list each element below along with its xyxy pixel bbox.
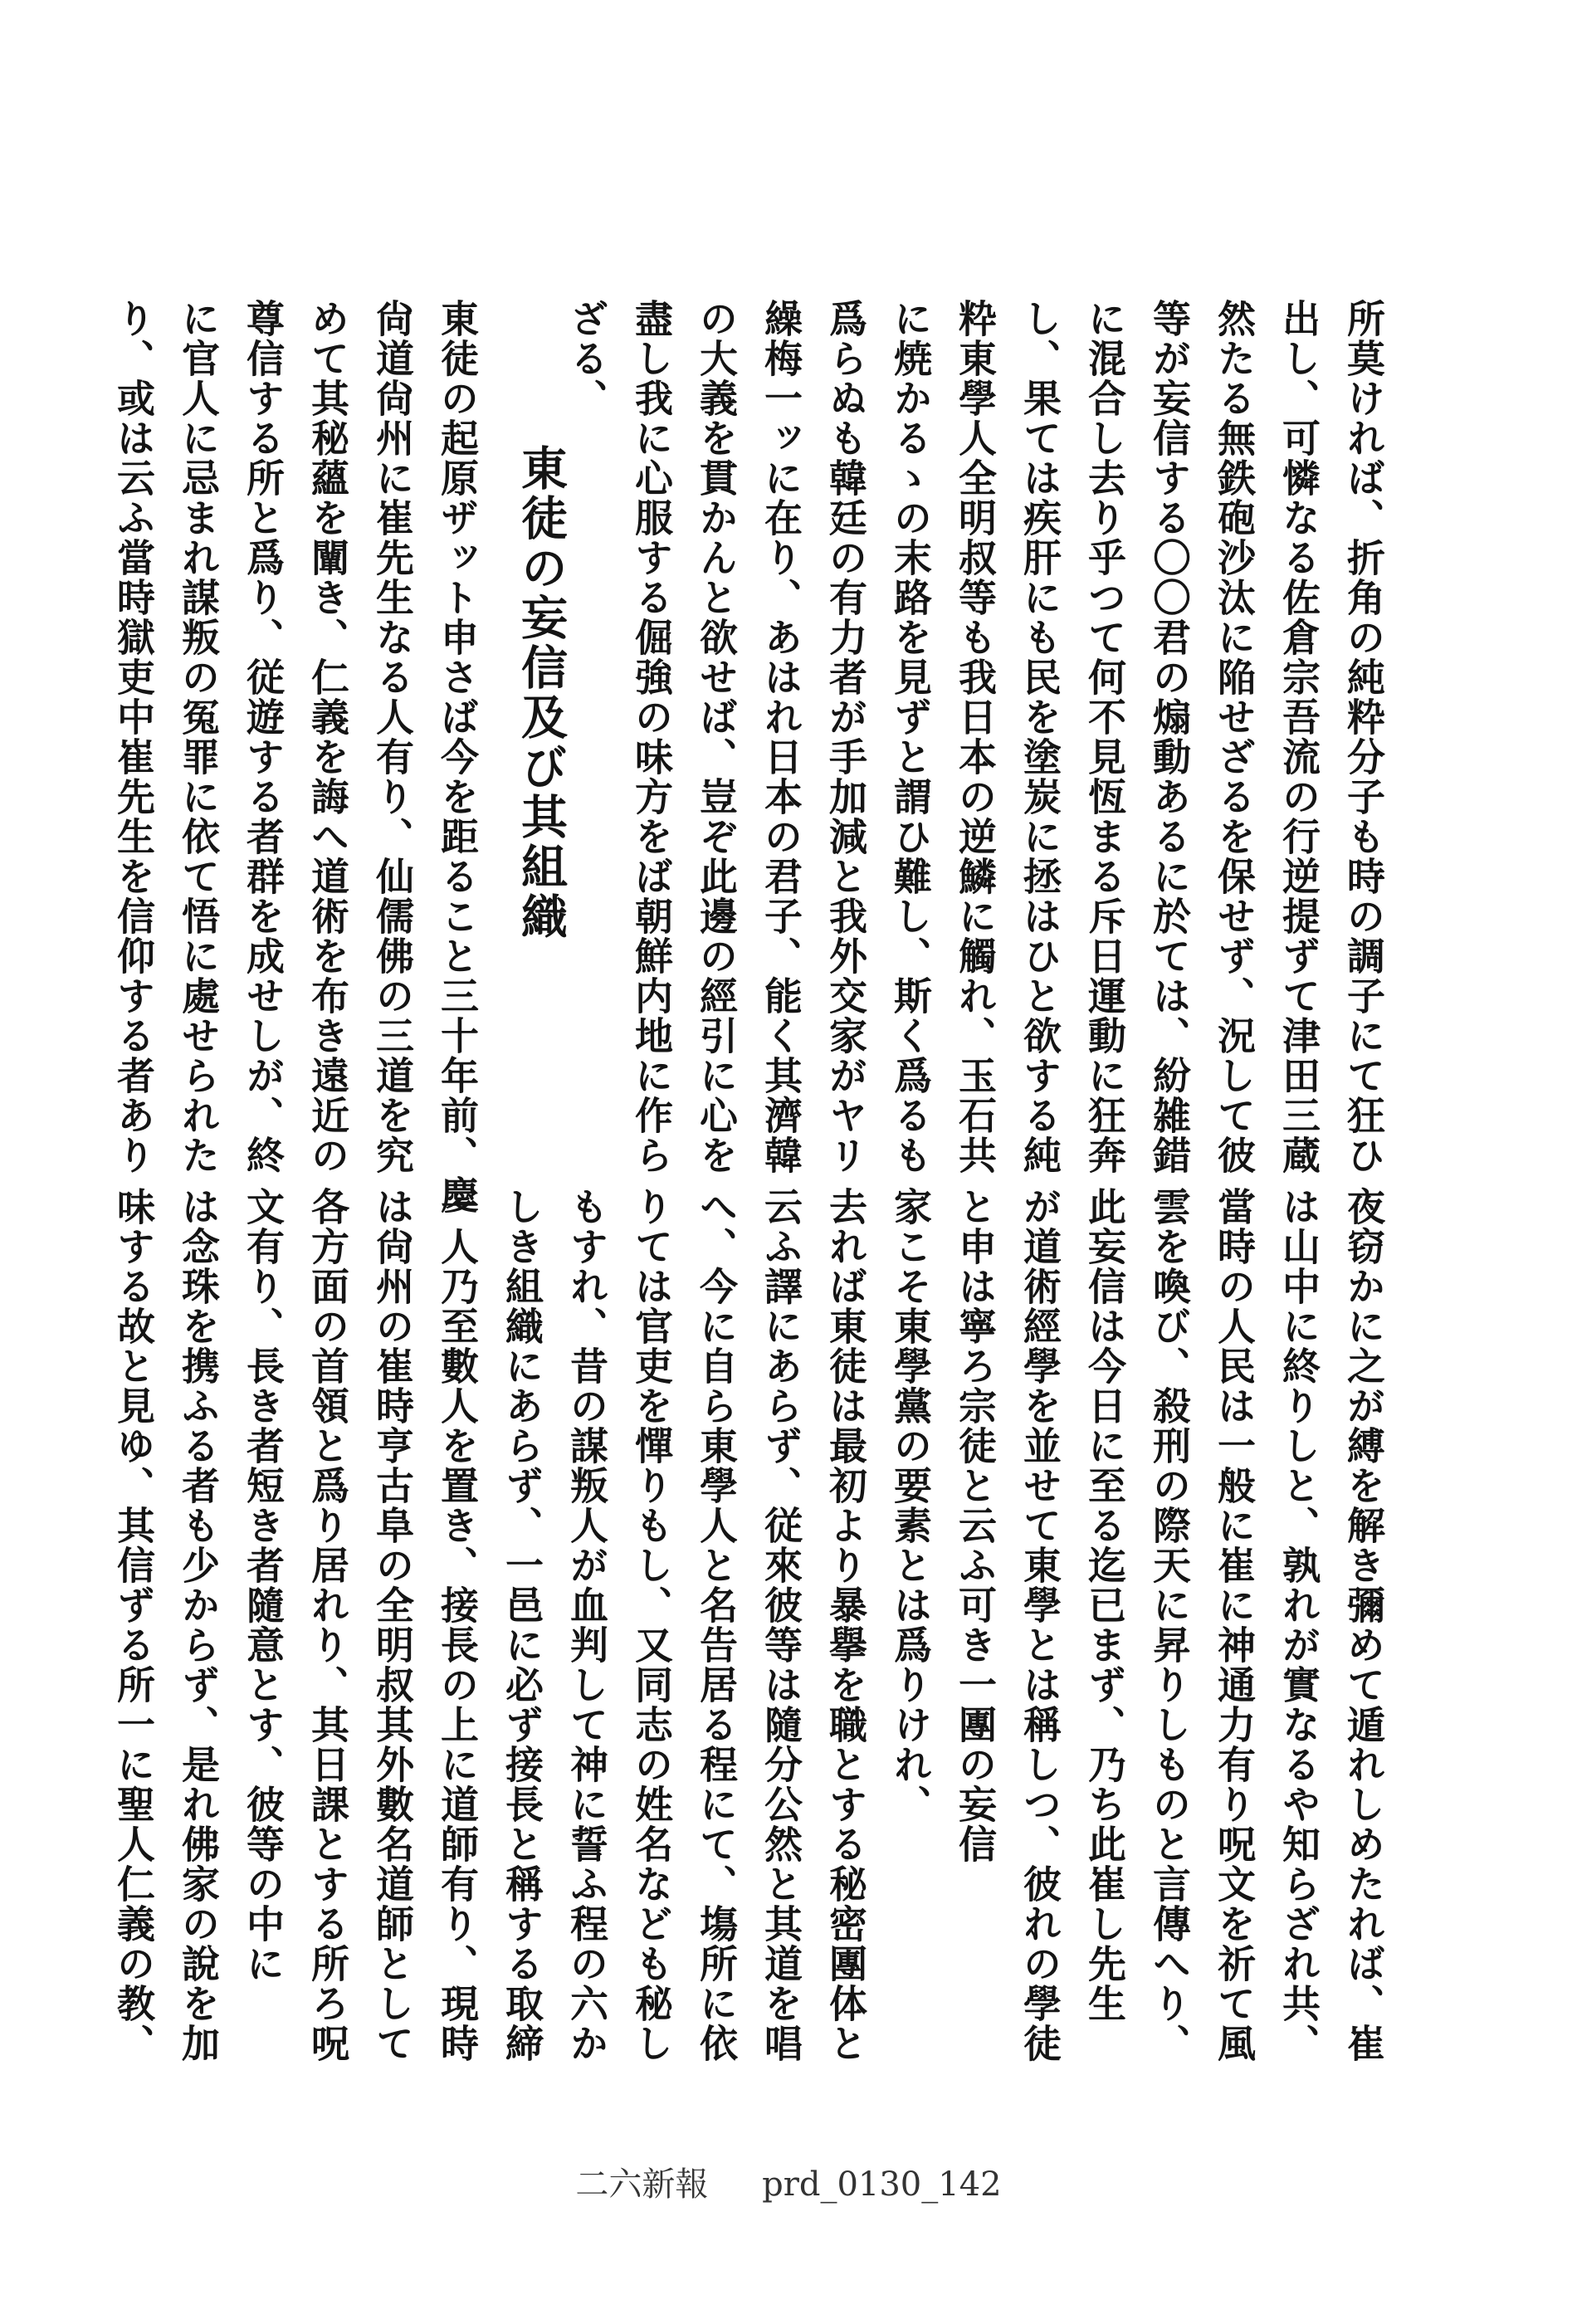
text-column: に官人に忌まれ謀叛の冤罪に依て悟に處せられた bbox=[176, 299, 221, 1175]
text-column: 家こそ東學黨の要素とは爲りけれ、 bbox=[888, 1187, 933, 1824]
page-footer bbox=[0, 2158, 1577, 2208]
text-column: めて其秘蘊を闡き、仁義を誨へ道術を布き遠近の bbox=[305, 299, 350, 1175]
text-column: 味する故と見ゆ、其信ずる所一に聖人仁義の教、 bbox=[111, 1187, 156, 2063]
page-identifier: prd_0130_142 bbox=[762, 2165, 1002, 2204]
text-column: は山中に終りしと、孰れが實なるや知らざれ共、 bbox=[1277, 1187, 1321, 2063]
text-column: 去れば東徒は最初より暴擧を職とする秘密團体と bbox=[823, 1187, 868, 2063]
text-column: 所莫ければ、折角の純粋分子も時の調子にて狂ひ bbox=[1341, 299, 1386, 1175]
text-column: 各方面の首領と爲り居れり、其日課とする所ろ呪 bbox=[305, 1187, 350, 2063]
text-column: りては官吏を憚りもし、又同志の姓名なども秘し bbox=[629, 1187, 674, 2063]
text-column: 尊信する所と爲り、従遊する者群を成せしが、終 bbox=[241, 299, 286, 1175]
text-column: 夜窃かに之が縛を解き彌めて遁れしめたれば、崔 bbox=[1341, 1187, 1386, 2063]
publication-name: 二六新報 bbox=[575, 2165, 709, 2204]
text-column: 東徒の起原ザット申さば今を距ること三十年前、慶 bbox=[435, 299, 480, 1215]
text-column: 盡し我に心服する倔強の味方をば朝鮮内地に作ら bbox=[629, 299, 674, 1175]
text-column: は念珠を携ふる者も少からず、是れ佛家の說を加 bbox=[176, 1187, 221, 2063]
text-column: に混合し去り乎つて何不見恆まる斥日運動に狂奔 bbox=[1082, 299, 1127, 1175]
text-column: 出し、可憐なる佐倉宗吾流の行逆提ずて津田三蔵 bbox=[1277, 299, 1321, 1175]
text-column: 雲を喚び、殺刑の際天に昇りしものと言傳へり、 bbox=[1147, 1187, 1192, 2063]
text-column: しき組織にあらず、一邑に必ず接長と稱する取締 bbox=[500, 1187, 544, 2063]
text-column: の大義を貫かんと欲せば、豈ぞ此邊の經引に心を bbox=[694, 299, 739, 1175]
text-column: へ、今に自ら東學人と名告居る程にて、塲所に依 bbox=[694, 1187, 739, 2063]
upper-text-block bbox=[111, 299, 1396, 1215]
text-column: し、果ては疾肝にも民を塗炭に拯はひと欲する純 bbox=[1018, 299, 1062, 1175]
text-column: 然たる無鉄砲沙汰に陥せざるを保せず、況して彼 bbox=[1212, 299, 1257, 1175]
text-column: が道術經學を並せて東學とは稱しつ、彼れの學徒 bbox=[1018, 1187, 1062, 2063]
text-column: 粋東學人全明叔等も我日本の逆鱗に觸れ、玉石共 bbox=[953, 299, 998, 1175]
text-column: ざる、 bbox=[564, 299, 609, 418]
text-column: に焼かるゝの末路を見ずと謂ひ難し、斯く爲るも bbox=[888, 299, 933, 1175]
text-column: 繰梅一ッに在り、あはれ日本の君子、能く其濟韓 bbox=[759, 299, 803, 1175]
text-column: 一人乃至數人を置き、接長の上に道師有り、現時 bbox=[435, 1187, 480, 2063]
text-column: 云ふ譯にあらず、従來彼等は隨分公然と其道を唱 bbox=[759, 1187, 803, 2063]
text-column: 等が妄信する〇〇君の煽動あるに於ては、紛雑錯 bbox=[1147, 299, 1192, 1175]
text-column: 尙道尙州に崔先生なる人有り、仙儒佛の三道を究 bbox=[370, 299, 415, 1175]
text-column: 文有り、長き者短き者隨意とす、彼等の中に bbox=[241, 1187, 286, 1984]
text-column: もすれ、昔の謀叛人が血判して神に誓ふ程の六か bbox=[564, 1187, 609, 2063]
text-column: 當時の人民は一般に崔に神通力有り呪文を祈て風 bbox=[1212, 1187, 1257, 2063]
section-heading: 東徒の妄信及び其組織 bbox=[514, 444, 569, 942]
text-column: と申は寧ろ宗徒と云ふ可き一團の妄信 bbox=[953, 1187, 998, 1864]
text-column: り、或は云ふ當時獄吏中崔先生を信仰する者あり bbox=[111, 299, 156, 1175]
text-column: 爲らぬも韓廷の有力者が手加減と我外交家がヤリ bbox=[823, 299, 868, 1175]
text-column: は尙州の崔時亨古阜の全明叔其外數名道師として bbox=[370, 1187, 415, 2063]
text-column: 此妄信は今日に至る迄已まず、乃ち此崔し先生 bbox=[1082, 1187, 1127, 2024]
lower-text-block bbox=[111, 1187, 1396, 2063]
